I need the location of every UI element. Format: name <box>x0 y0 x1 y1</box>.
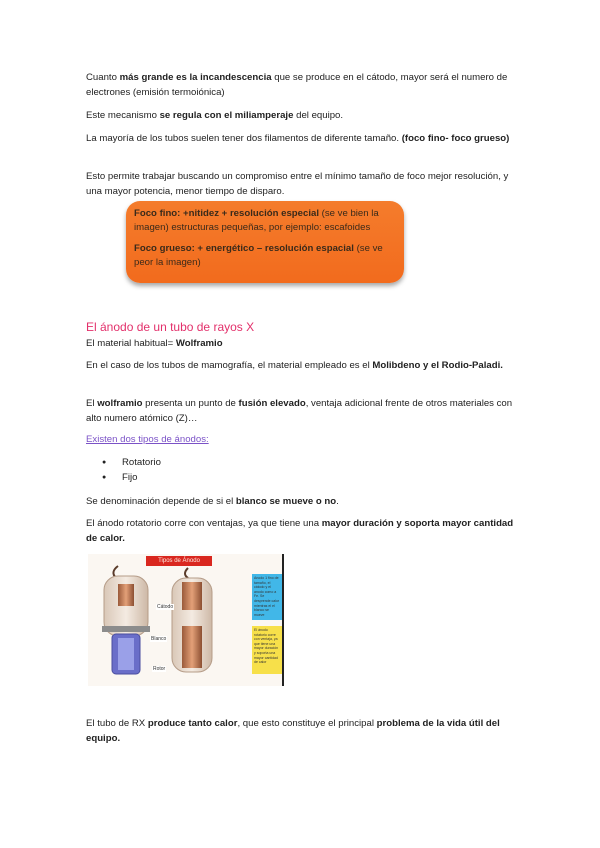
bold-text: Molibdeno y el Rodio-Paladi. <box>372 360 503 371</box>
anode-types-list <box>86 455 161 485</box>
text: El material habitual= <box>86 338 176 349</box>
bold-text: fusión elevado <box>238 398 306 409</box>
bold-text: Foco fino: +nitidez + resolución especial <box>134 208 319 219</box>
figure-border <box>282 554 284 686</box>
text: El <box>86 398 98 409</box>
callout-foco-grueso <box>134 242 396 269</box>
paragraph-rotatorio <box>86 516 526 546</box>
paragraph-denominacion <box>86 494 526 509</box>
anode-types-subheading: Existen dos tipos de ánodos: <box>86 434 209 445</box>
callout-foco-fino <box>134 207 396 234</box>
anode-types-figure <box>88 554 284 686</box>
text: Esto permite trabajar buscando un compromiso entre el mínimo tamaño de foco mejor resolución, y una mayor potencia, menor tiempo de disparo. <box>86 171 509 197</box>
text: El ánodo rotatorio corre con ventajas, ya que tiene una <box>86 518 322 529</box>
bold-text: se regula con el miliamperaje <box>159 110 294 121</box>
bold-text: blanco se mueve o no <box>235 496 337 507</box>
paragraph-calor <box>86 716 526 746</box>
paragraph-wolframio <box>86 396 526 426</box>
figure-yellow-note <box>252 626 282 674</box>
text: En el caso de los tubos de mamografía, el material empleado es el <box>86 360 373 371</box>
bold-text: produce tanto calor <box>147 718 238 729</box>
text: que se produce en el cátodo, mayor será el numero de electrones (emisión termoiónica) <box>86 72 508 98</box>
text: del equipo. <box>293 110 344 121</box>
figure-label-blanco: Blanco <box>151 636 167 642</box>
text: El tubo de RX <box>86 718 148 729</box>
bold-text: (foco fino- foco grueso) <box>401 133 510 144</box>
yellow-note-text: El ánodo rotatorio corre con ventaja, ya que tiene una mayor duración y soporta una mayor cantidad de calor <box>254 628 279 665</box>
bold-text: problema de la vida útil del equipo. <box>86 718 500 744</box>
text: (se ve peor la imagen) <box>134 243 383 268</box>
bold-text: mayor duración y soporta mayor cantidad de calor. <box>86 518 514 544</box>
paragraph-compromiso <box>86 169 526 199</box>
text: . <box>336 496 339 507</box>
figure-label-catodo: Cátodo <box>157 604 174 610</box>
paragraph-mamografia <box>86 358 506 373</box>
list-item: ● Fijo <box>86 470 161 485</box>
bold-text: más grande es la incandescencia <box>119 72 272 83</box>
xray-tubes-illustration <box>88 554 248 686</box>
figure-blue-note <box>252 574 282 620</box>
text: Se denominación depende de si el <box>86 496 236 507</box>
paragraph-filamentos <box>86 131 526 146</box>
focus-callout-box <box>126 201 404 283</box>
text: La mayoría de los tubos suelen tener dos filamentos de diferente tamaño. <box>86 133 402 144</box>
text: , ventaja adicional frente de otros materiales con alto numero atómico (Z)… <box>86 398 513 424</box>
figure-title: Tipos de Ánodo <box>146 556 212 566</box>
figure-label-rotor: Rotor <box>153 666 166 672</box>
paragraph-incandescencia <box>86 70 526 100</box>
text: Cuanto <box>86 72 120 83</box>
text: , que esto constituye el principal <box>237 718 377 729</box>
paragraph-material <box>86 336 526 351</box>
text: Este mecanismo <box>86 110 160 121</box>
list-item: ● Rotatorio <box>86 455 161 470</box>
bold-text: wolframio <box>97 398 143 409</box>
text: (se ve bien la imagen) estructuras pequeñas, por ejemplo: escafoides <box>134 208 379 233</box>
section-heading: El ánodo de un tubo de rayos X <box>86 320 255 334</box>
bold-text: Foco grueso: + energético – resolución espacial <box>134 243 354 254</box>
blue-note-text: Anodo 1 fino de tamaño, el cátodo y el anodo como a Fe. Se desprende calor mientras el el blanco se mueve <box>254 576 280 617</box>
paragraph-miliamperaje <box>86 108 526 123</box>
text: presenta un punto de <box>142 398 239 409</box>
bold-text: Wolframio <box>175 338 223 349</box>
